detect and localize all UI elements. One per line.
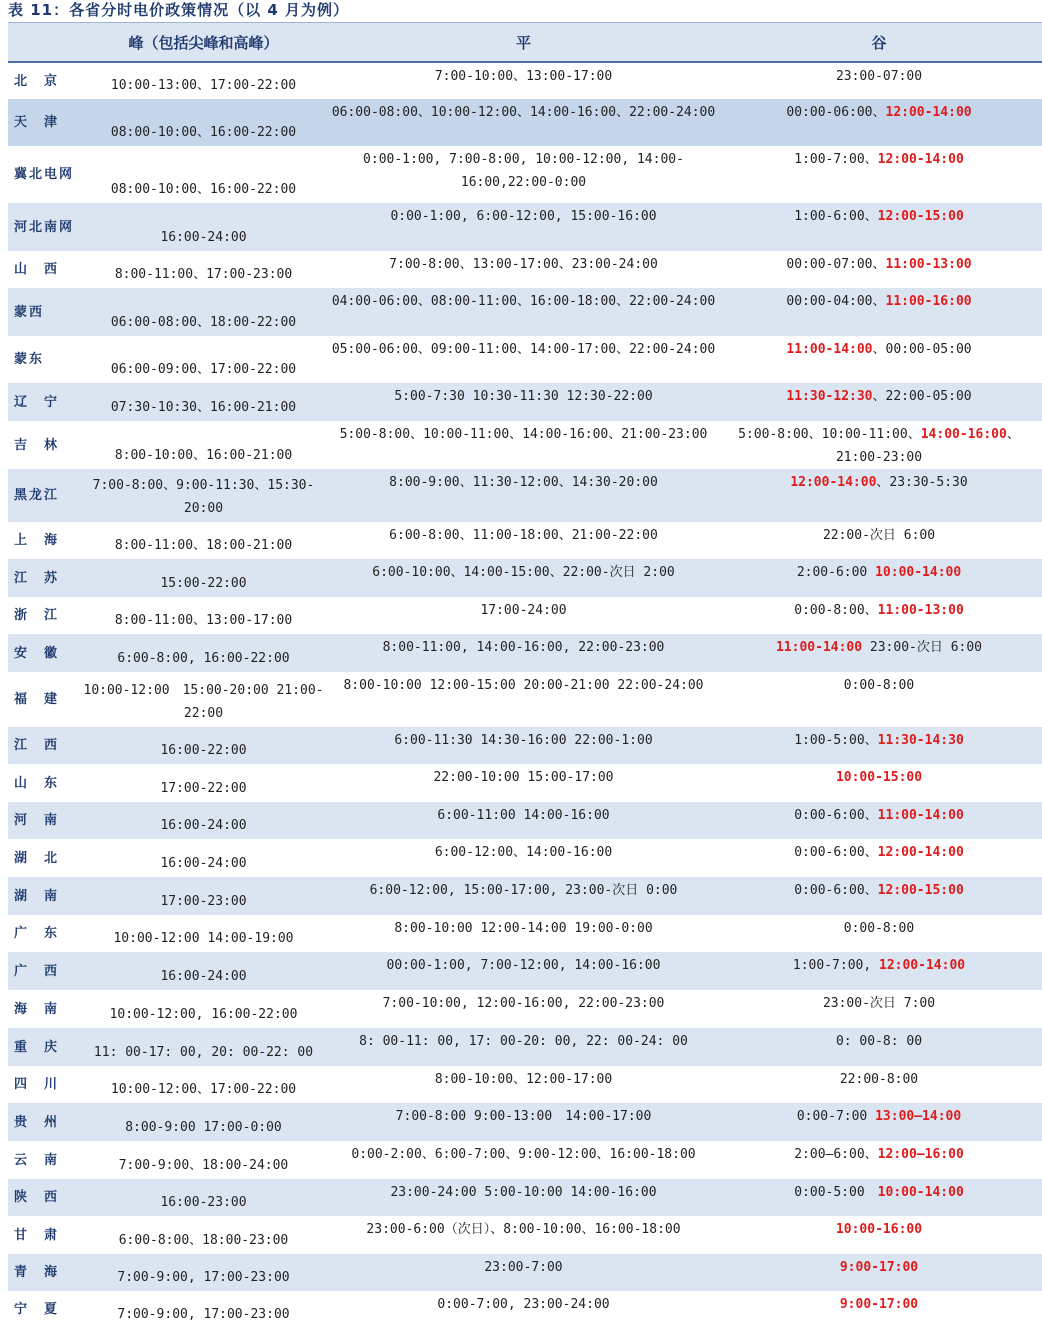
valley-hours (716, 288, 1042, 336)
valley-hours (716, 802, 1042, 839)
header-peak: 峰（包括尖峰和高峰） (76, 23, 331, 63)
peak-hours: 7:00-8:00、9:00-11:30、15:30-20:00 (76, 469, 331, 522)
valley-hours (716, 522, 1042, 559)
valley-highlight: 12:00-14:00 (790, 475, 877, 490)
valley-segment: 2:00-6:00 (796, 565, 876, 580)
peak-hours: 7:00-9:00, 17:00-23:00 (76, 1254, 331, 1291)
region-name: 海 南 (8, 990, 76, 1028)
peak-hours: 7:00-9:00、18:00-24:00 (76, 1141, 331, 1179)
table-row (8, 251, 1042, 288)
region-name: 四 川 (8, 1066, 76, 1103)
valley-highlight: 14:00-16:00 (920, 427, 1007, 442)
peak-hours: 10:00-12:00 15:00-20:00 21:00-22:00 (76, 672, 331, 727)
table-caption: 表 11：各省分时电价政策情况（以 4 月为例） (8, 1, 349, 19)
valley-hours (716, 251, 1042, 288)
table-row (8, 1291, 1042, 1328)
valley-hours (716, 469, 1042, 522)
region-name: 福 建 (8, 672, 76, 727)
valley-segment: 0:00-6:00、 (794, 845, 878, 860)
valley-hours (716, 952, 1042, 990)
table-row (8, 469, 1042, 522)
peak-hours: 10:00-13:00、17:00-22:00 (76, 62, 331, 99)
valley-highlight: 13:00—14:00 (875, 1109, 962, 1124)
region-name: 上 海 (8, 522, 76, 559)
valley-hours (716, 383, 1042, 421)
peak-hours: 6:00-8:00, 16:00-22:00 (76, 634, 331, 672)
valley-hours (716, 990, 1042, 1028)
region-name: 江 苏 (8, 559, 76, 597)
valley-segment: 23:00-07:00 (835, 69, 923, 84)
valley-highlight: 12:00-14:00 (885, 105, 972, 120)
region-name: 广 西 (8, 952, 76, 990)
valley-segment: 、22:00-05:00 (872, 389, 972, 404)
region-name: 陕 西 (8, 1179, 76, 1216)
peak-hours: 10:00-12:00、17:00-22:00 (76, 1066, 331, 1103)
flat-hours: 8:00-9:00、11:30-12:00、14:30-20:00 (331, 469, 716, 522)
region-name: 辽 宁 (8, 383, 76, 421)
valley-segment: 0:00-8:00 (843, 921, 915, 936)
table-row (8, 877, 1042, 915)
valley-segment: 00:00-06:00、 (786, 105, 886, 120)
flat-hours: 04:00-06:00、08:00-11:00、16:00-18:00、22:00-24:00 (331, 288, 716, 336)
table-row (8, 146, 1042, 203)
flat-hours: 6:00-8:00、11:00-18:00、21:00-22:00 (331, 522, 716, 559)
valley-highlight: 9:00-17:00 (839, 1297, 919, 1312)
valley-highlight: 12:00-14:00 (879, 958, 966, 973)
flat-hours: 8: 00-11: 00, 17: 00-20: 00, 22: 00-24: 00 (331, 1028, 716, 1066)
region-name: 青 海 (8, 1254, 76, 1291)
valley-segment: 1:00-6:00、 (794, 209, 878, 224)
region-name: 天 津 (8, 99, 76, 146)
table-row (8, 1216, 1042, 1254)
flat-hours: 8:00-10:00、12:00-17:00 (331, 1066, 716, 1103)
valley-highlight: 11:30-14:30 (877, 733, 964, 748)
peak-hours: 06:00-08:00、18:00-22:00 (76, 288, 331, 336)
region-name: 贵 州 (8, 1103, 76, 1141)
region-name: 蒙东 (8, 336, 76, 383)
peak-hours: 6:00-8:00、18:00-23:00 (76, 1216, 331, 1254)
valley-hours (716, 1103, 1042, 1141)
table-row (8, 203, 1042, 251)
table-row (8, 421, 1042, 469)
flat-hours: 7:00-8:00 9:00-13:00 14:00-17:00 (331, 1103, 716, 1141)
table-row (8, 952, 1042, 990)
peak-hours: 15:00-22:00 (76, 559, 331, 597)
region-name: 山 东 (8, 764, 76, 802)
table-row (8, 597, 1042, 634)
valley-hours (716, 1141, 1042, 1179)
valley-segment: 23:00-次日 6:00 (862, 640, 982, 655)
valley-highlight: 11:30-12:30 (786, 389, 873, 404)
region-name: 冀北电网 (8, 146, 76, 203)
valley-segment: 22:00-次日 6:00 (822, 528, 936, 543)
valley-hours (716, 1066, 1042, 1103)
peak-hours: 16:00-23:00 (76, 1179, 331, 1216)
valley-highlight: 10:00-15:00 (835, 770, 923, 785)
region-name: 甘 肃 (8, 1216, 76, 1254)
flat-hours: 8:00-10:00 12:00-14:00 19:00-0:00 (331, 915, 716, 952)
region-name: 湖 南 (8, 877, 76, 915)
valley-hours (716, 1291, 1042, 1328)
peak-hours: 10:00-12:00, 16:00-22:00 (76, 990, 331, 1028)
table-row (8, 522, 1042, 559)
peak-hours: 8:00-11:00、13:00-17:00 (76, 597, 331, 634)
table-row (8, 672, 1042, 727)
flat-hours: 17:00-24:00 (331, 597, 716, 634)
peak-hours: 16:00-24:00 (76, 203, 331, 251)
table-row (8, 1066, 1042, 1103)
valley-hours (716, 1254, 1042, 1291)
valley-hours (716, 62, 1042, 99)
peak-hours: 10:00-12:00 14:00-19:00 (76, 915, 331, 952)
region-name: 浙 江 (8, 597, 76, 634)
table-row (8, 727, 1042, 764)
table-row (8, 1103, 1042, 1141)
peak-hours: 08:00-10:00、16:00-22:00 (76, 146, 331, 203)
flat-hours: 8:00-11:00, 14:00-16:00, 22:00-23:00 (331, 634, 716, 672)
table-row (8, 99, 1042, 146)
flat-hours: 6:00-11:00 14:00-16:00 (331, 802, 716, 839)
flat-hours: 22:00-10:00 15:00-17:00 (331, 764, 716, 802)
region-name: 吉 林 (8, 421, 76, 469)
valley-hours (716, 915, 1042, 952)
peak-hours: 11: 00-17: 00, 20: 00-22: 00 (76, 1028, 331, 1066)
valley-highlight: 12:00-15:00 (877, 209, 964, 224)
peak-hours: 16:00-24:00 (76, 952, 331, 990)
valley-hours (716, 421, 1042, 469)
valley-hours (716, 559, 1042, 597)
region-name: 宁 夏 (8, 1291, 76, 1328)
flat-hours: 0:00-7:00, 23:00-24:00 (331, 1291, 716, 1328)
valley-highlight: 11:00-14:00 (877, 808, 964, 823)
valley-hours (716, 764, 1042, 802)
valley-segment: 1:00-5:00、 (794, 733, 878, 748)
valley-segment: 00:00-04:00、 (786, 294, 886, 309)
valley-segment: 、21:00-23:00 (835, 427, 1020, 465)
valley-hours (716, 634, 1042, 672)
table-row (8, 634, 1042, 672)
valley-highlight: 10:00-16:00 (835, 1222, 923, 1237)
valley-hours (716, 839, 1042, 877)
valley-highlight: 12:00-15:00 (877, 883, 964, 898)
valley-segment: 22:00-8:00 (839, 1072, 919, 1087)
valley-hours (716, 336, 1042, 383)
valley-segment: 0:00-7:00 (796, 1109, 876, 1124)
table-row (8, 383, 1042, 421)
region-name: 蒙西 (8, 288, 76, 336)
valley-segment: 00:00-07:00、 (786, 257, 886, 272)
flat-hours: 8:00-10:00 12:00-15:00 20:00-21:00 22:00-24:00 (331, 672, 716, 727)
flat-hours: 7:00-8:00、13:00-17:00、23:00-24:00 (331, 251, 716, 288)
valley-hours (716, 99, 1042, 146)
flat-hours: 23:00-6:00（次日）、8:00-10:00、16:00-18:00 (331, 1216, 716, 1254)
peak-hours: 8:00-10:00、16:00-21:00 (76, 421, 331, 469)
region-name: 江 西 (8, 727, 76, 764)
valley-segment: 1:00-7:00、 (794, 152, 878, 167)
table-row (8, 1028, 1042, 1066)
valley-highlight: 11:00-16:00 (885, 294, 972, 309)
peak-hours: 17:00-23:00 (76, 877, 331, 915)
peak-hours: 16:00-24:00 (76, 802, 331, 839)
valley-segment: 5:00-8:00、10:00-11:00、 (738, 427, 921, 442)
flat-hours: 23:00-7:00 (331, 1254, 716, 1291)
valley-segment: 0:00-6:00、 (794, 808, 878, 823)
valley-segment: 、23:30-5:30 (876, 475, 968, 490)
valley-hours (716, 1216, 1042, 1254)
peak-hours: 06:00-09:00、17:00-22:00 (76, 336, 331, 383)
peak-hours: 8:00-11:00、17:00-23:00 (76, 251, 331, 288)
peak-hours: 07:30-10:30、16:00-21:00 (76, 383, 331, 421)
valley-segment: 1:00-7:00, (792, 958, 879, 973)
flat-hours: 0:00-2:00、6:00-7:00、9:00-12:00、16:00-18:00 (331, 1141, 716, 1179)
region-name: 安 徽 (8, 634, 76, 672)
peak-hours: 8:00-11:00、18:00-21:00 (76, 522, 331, 559)
valley-highlight: 12:00-14:00 (877, 845, 964, 860)
valley-hours (716, 597, 1042, 634)
peak-hours: 16:00-22:00 (76, 727, 331, 764)
region-name: 黑龙江 (8, 469, 76, 522)
flat-hours: 5:00-7:30 10:30-11:30 12:30-22:00 (331, 383, 716, 421)
flat-hours: 00:00-1:00, 7:00-12:00, 14:00-16:00 (331, 952, 716, 990)
table-row (8, 288, 1042, 336)
region-name: 河北南网 (8, 203, 76, 251)
flat-hours: 7:00-10:00、13:00-17:00 (331, 62, 716, 99)
valley-hours (716, 727, 1042, 764)
valley-segment: 0:00-8:00、 (794, 603, 878, 618)
valley-hours (716, 1028, 1042, 1066)
valley-highlight: 9:00-17:00 (839, 1260, 919, 1275)
flat-hours: 23:00-24:00 5:00-10:00 14:00-16:00 (331, 1179, 716, 1216)
flat-hours: 6:00-10:00、14:00-15:00、22:00-次日 2:00 (331, 559, 716, 597)
table-row (8, 764, 1042, 802)
valley-segment: 0:00-8:00 (843, 678, 915, 693)
valley-segment: 2:00—6:00、 (794, 1147, 878, 1162)
flat-hours: 6:00-12:00, 15:00-17:00, 23:00-次日 0:00 (331, 877, 716, 915)
valley-highlight: 11:00-13:00 (885, 257, 972, 272)
peak-hours: 17:00-22:00 (76, 764, 331, 802)
region-name: 云 南 (8, 1141, 76, 1179)
region-name: 湖 北 (8, 839, 76, 877)
region-name: 广 东 (8, 915, 76, 952)
table-row (8, 915, 1042, 952)
table-body (8, 62, 1042, 1328)
tou-price-table (8, 22, 1042, 1328)
table-row (8, 1179, 1042, 1216)
flat-hours: 0:00-1:00, 6:00-12:00, 15:00-16:00 (331, 203, 716, 251)
table-row (8, 1141, 1042, 1179)
region-name: 河 南 (8, 802, 76, 839)
region-name: 山 西 (8, 251, 76, 288)
peak-hours: 08:00-10:00、16:00-22:00 (76, 99, 331, 146)
peak-hours: 8:00-9:00 17:00-0:00 (76, 1103, 331, 1141)
header-region (8, 23, 76, 63)
flat-hours: 05:00-06:00、09:00-11:00、14:00-17:00、22:00-24:00 (331, 336, 716, 383)
table-row (8, 1254, 1042, 1291)
table-row (8, 990, 1042, 1028)
valley-highlight: 11:00-14:00 (775, 640, 863, 655)
flat-hours: 6:00-11:30 14:30-16:00 22:00-1:00 (331, 727, 716, 764)
header-row (8, 23, 1042, 63)
table-row (8, 839, 1042, 877)
valley-highlight: 12:00—16:00 (877, 1147, 964, 1162)
flat-hours: 0:00-1:00, 7:00-8:00, 10:00-12:00, 14:00-16:00,22:00-0:00 (331, 146, 716, 203)
valley-segment: 、00:00-05:00 (872, 342, 972, 357)
valley-segment: 0:00-6:00、 (794, 883, 878, 898)
valley-hours (716, 1179, 1042, 1216)
valley-segment: 23:00-次日 7:00 (822, 996, 936, 1011)
valley-hours (716, 146, 1042, 203)
valley-hours (716, 672, 1042, 727)
flat-hours: 06:00-08:00、10:00-12:00、14:00-16:00、22:00-24:00 (331, 99, 716, 146)
table-row (8, 559, 1042, 597)
valley-highlight: 10:00-14:00 (877, 1185, 964, 1200)
flat-hours: 5:00-8:00、10:00-11:00、14:00-16:00、21:00-23:00 (331, 421, 716, 469)
valley-highlight: 11:00-14:00 (786, 342, 873, 357)
valley-highlight: 11:00-13:00 (877, 603, 964, 618)
region-name: 重 庆 (8, 1028, 76, 1066)
table-row (8, 336, 1042, 383)
header-flat: 平 (331, 23, 716, 63)
valley-hours (716, 877, 1042, 915)
valley-segment: 0:00-5:00 (794, 1185, 878, 1200)
peak-hours: 7:00-9:00, 17:00-23:00 (76, 1291, 331, 1328)
peak-hours: 16:00-24:00 (76, 839, 331, 877)
table-row (8, 802, 1042, 839)
valley-segment: 0: 00-8: 00 (835, 1034, 923, 1049)
header-valley: 谷 (716, 23, 1042, 63)
region-name: 北 京 (8, 62, 76, 99)
valley-hours (716, 203, 1042, 251)
valley-highlight: 10:00-14:00 (875, 565, 962, 580)
flat-hours: 6:00-12:00、14:00-16:00 (331, 839, 716, 877)
flat-hours: 7:00-10:00, 12:00-16:00, 22:00-23:00 (331, 990, 716, 1028)
valley-highlight: 12:00-14:00 (877, 152, 964, 167)
table-row (8, 62, 1042, 99)
